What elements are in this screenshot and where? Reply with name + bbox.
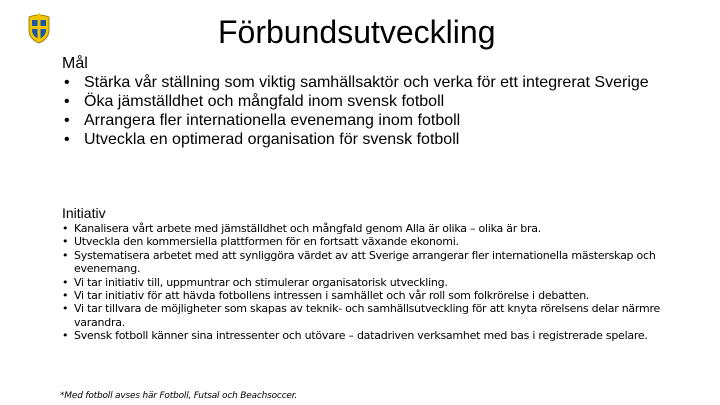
goals-list — [62, 73, 712, 149]
initiative-text: Utveckla den kommersiella plattformen för en fortsatt växande ekonomi. — [74, 235, 459, 249]
initiative-text: Vi tar initiativ till, uppmuntrar och stimulerar organisatorisk utveckling. — [74, 275, 448, 289]
list-item: • Vi tar tillvara de möjligheter som skapas av teknik- och samhällsutveckling för att knyta rörelsens delar närmre varandra. — [62, 302, 661, 329]
initiative-text: Svensk fotboll känner sina intressenter och utövare – datadriven verksamhet med bas i registrerade spelare. — [74, 329, 648, 343]
goal-text: Utveckla en optimerad organisation för svensk fotboll — [84, 131, 460, 148]
list-item: • Vi tar initiativ för att hävda fotbollens intressen i samhället och vår roll som folkrörelse i debatten. — [62, 289, 590, 303]
list-item: • Öka jämställdhet och mångfald inom svensk fotboll — [64, 93, 445, 110]
list-item: • Vi tar initiativ till, uppmuntrar och stimulerar organisatorisk utveckling. — [62, 275, 448, 289]
initiative-text: Kanalisera vårt arbete med jämställdhet och mångfald genom Alla är olika – olika är bra. — [74, 222, 542, 235]
list-item: • Arrangera fler internationella evenemang inom fotboll — [64, 112, 461, 129]
page-title: Förbundsutveckling — [218, 14, 496, 50]
goal-text: Arrangera fler internationella evenemang inom fotboll — [84, 112, 461, 129]
list-item: • Systematisera arbetet med att synliggöra värdet av att Sverige arrangerar fler internationella mästerskap och evenemang. — [62, 248, 656, 276]
list-item: • Utveckla den kommersiella plattformen för en fortsatt växande ekonomi. — [62, 235, 459, 249]
initiative-text: Systematisera arbetet med att synliggöra värdet av att Sverige arrangerar fler internationella mästerskap och evenemang. — [74, 248, 656, 276]
initiatives-list — [62, 222, 712, 343]
list-item: • Utveckla en optimerad organisation för svensk fotboll — [64, 131, 460, 148]
crest-logo-icon — [26, 12, 52, 44]
goal-text: Stärka vår ställning som viktig samhällsaktör och verka för ett integrerat Sverige — [84, 74, 649, 91]
list-item: • Kanalisera vårt arbete med jämställdhet och mångfald genom Alla är olika – olika är bra. — [62, 222, 542, 235]
initiative-text: Vi tar initiativ för att hävda fotbollens intressen i samhället och vår roll som folkrörelse i debatten. — [74, 289, 590, 303]
footnote: *Med fotboll avses här Fotboll, Futsal och Beachsoccer. — [60, 391, 298, 401]
list-item: • Stärka vår ställning som viktig samhällsaktör och verka för ett integrerat Sverige — [64, 74, 649, 91]
goal-text: Öka jämställdhet och mångfald inom svensk fotboll — [84, 93, 445, 110]
goals-section — [62, 54, 712, 149]
goals-heading: Mål — [62, 55, 88, 72]
initiative-text: Vi tar tillvara de möjligheter som skapas av teknik- och samhällsutveckling för att knyta rörelsens delar närmre varandra. — [74, 302, 661, 329]
list-item: • Svensk fotboll känner sina intressenter och utövare – datadriven verksamhet med bas i registrerade spelare. — [62, 329, 648, 343]
initiatives-section — [62, 205, 712, 343]
initiatives-heading: Initiativ — [62, 205, 106, 221]
